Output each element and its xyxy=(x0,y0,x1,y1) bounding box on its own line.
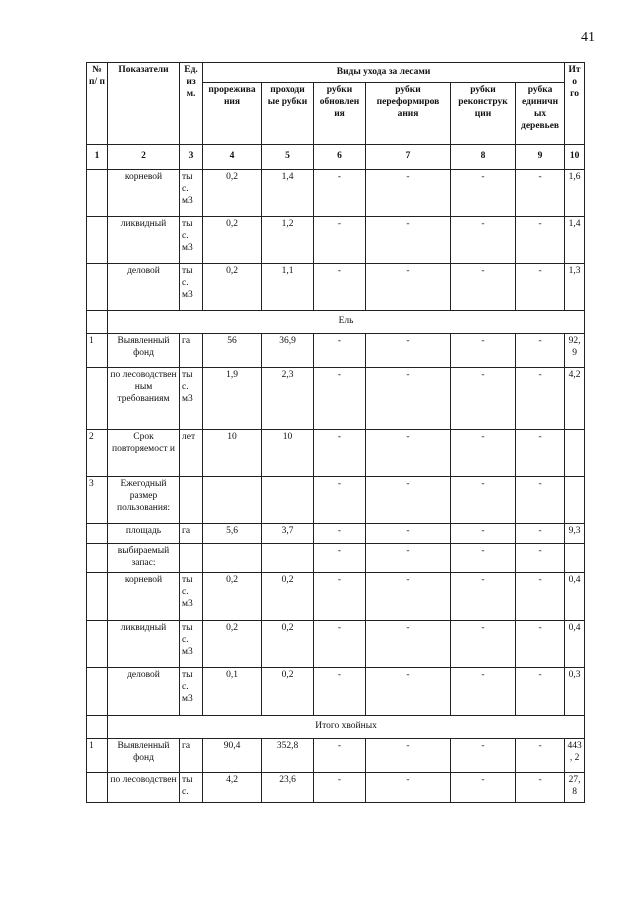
table-cell: 1,6 xyxy=(565,170,585,217)
table-cell: - xyxy=(314,368,366,430)
table-cell xyxy=(565,477,585,524)
table-cell: 0,2 xyxy=(203,264,262,311)
table-cell: - xyxy=(451,334,516,368)
table-cell: - xyxy=(516,738,565,772)
table-cell: лет xyxy=(180,430,203,477)
header-indicator: Показатели xyxy=(108,63,180,145)
subheader-cell: рубка единичн ых деревьев xyxy=(516,83,565,145)
page-number: 41 xyxy=(581,30,595,45)
table-row xyxy=(87,264,585,311)
table-cell: по лесоводствен xyxy=(108,772,180,802)
header-unit: Ед. из м. xyxy=(180,63,203,145)
table-row xyxy=(87,544,585,573)
table-cell xyxy=(87,572,108,620)
table-cell: - xyxy=(366,217,451,264)
table-cell: 3,7 xyxy=(262,524,314,544)
table-cell: - xyxy=(314,217,366,264)
table-cell: 0,2 xyxy=(262,667,314,715)
table-cell: - xyxy=(516,572,565,620)
table-cell: - xyxy=(314,524,366,544)
table-cell: - xyxy=(366,170,451,217)
table-cell: 56 xyxy=(203,334,262,368)
header-total: Ито го xyxy=(565,63,585,145)
table-cell: - xyxy=(314,334,366,368)
table-cell: - xyxy=(516,524,565,544)
table-cell: - xyxy=(516,170,565,217)
table-cell: 23,6 xyxy=(262,772,314,802)
table-cell: по лесоводствен ным требованиям xyxy=(108,368,180,430)
table-body xyxy=(87,170,585,803)
table-cell: 5,6 xyxy=(203,524,262,544)
column-number: 8 xyxy=(451,145,516,170)
table-cell xyxy=(203,544,262,573)
table-cell: - xyxy=(366,334,451,368)
table-cell: - xyxy=(451,430,516,477)
table-row xyxy=(87,477,585,524)
header-row xyxy=(87,63,585,83)
table-cell: 443, 2 xyxy=(565,738,585,772)
table-cell xyxy=(87,544,108,573)
table-cell: - xyxy=(451,524,516,544)
subheader-cell: рубки обновлен ия xyxy=(314,83,366,145)
table-cell xyxy=(180,544,203,573)
table-cell xyxy=(565,430,585,477)
table-cell: ты с. м3 xyxy=(180,264,203,311)
subheader-cell: рубки реконструк ции xyxy=(451,83,516,145)
table-row xyxy=(87,170,585,217)
table-cell: - xyxy=(366,620,451,667)
table-cell: 1,4 xyxy=(262,170,314,217)
table-cell: - xyxy=(451,368,516,430)
table-cell xyxy=(87,368,108,430)
table-cell: - xyxy=(314,667,366,715)
table-cell: 0,2 xyxy=(203,217,262,264)
table-cell: - xyxy=(516,667,565,715)
forest-care-table xyxy=(86,62,585,803)
table-cell: - xyxy=(516,544,565,573)
table-cell: ты с. м3 xyxy=(180,572,203,620)
table-cell: - xyxy=(314,572,366,620)
table-cell: - xyxy=(366,524,451,544)
table-cell: 92,9 xyxy=(565,334,585,368)
table-cell xyxy=(87,217,108,264)
column-number: 10 xyxy=(565,145,585,170)
table-cell: 1,3 xyxy=(565,264,585,311)
column-number-row xyxy=(87,145,585,170)
table-cell: 3 xyxy=(87,477,108,524)
section-row xyxy=(87,715,585,738)
table-cell: ты с. м3 xyxy=(180,620,203,667)
table-cell: - xyxy=(451,620,516,667)
column-number: 3 xyxy=(180,145,203,170)
column-number: 7 xyxy=(366,145,451,170)
table-cell: - xyxy=(314,477,366,524)
table-cell: ликвидный xyxy=(108,217,180,264)
table-cell: 10 xyxy=(203,430,262,477)
table-row xyxy=(87,772,585,802)
table-cell: 1 xyxy=(87,334,108,368)
table-row xyxy=(87,620,585,667)
table-cell: - xyxy=(516,620,565,667)
table-cell: - xyxy=(366,477,451,524)
column-number: 6 xyxy=(314,145,366,170)
table-cell: - xyxy=(516,264,565,311)
table-cell: 0,3 xyxy=(565,667,585,715)
table-cell: - xyxy=(314,620,366,667)
table-cell xyxy=(565,544,585,573)
column-number: 5 xyxy=(262,145,314,170)
table-cell: - xyxy=(314,738,366,772)
table-cell: ты с. xyxy=(180,772,203,802)
table-cell: 1,1 xyxy=(262,264,314,311)
table-cell xyxy=(87,311,108,334)
subheader-cell: прорежива ния xyxy=(203,83,262,145)
table-cell: 1,2 xyxy=(262,217,314,264)
table-cell: - xyxy=(516,217,565,264)
table-cell xyxy=(87,264,108,311)
table-cell: ты с. м3 xyxy=(180,368,203,430)
table-cell xyxy=(87,620,108,667)
table-cell: - xyxy=(451,544,516,573)
table-cell: корневой xyxy=(108,170,180,217)
table-cell: - xyxy=(451,477,516,524)
table-cell: 9,3 xyxy=(565,524,585,544)
table-cell: - xyxy=(451,264,516,311)
table-cell: ликвидный xyxy=(108,620,180,667)
table-cell: 1,4 xyxy=(565,217,585,264)
table-cell: - xyxy=(451,217,516,264)
table-cell: 10 xyxy=(262,430,314,477)
table-cell: - xyxy=(366,264,451,311)
column-number: 4 xyxy=(203,145,262,170)
table-cell: га xyxy=(180,334,203,368)
table-cell: площадь xyxy=(108,524,180,544)
table-cell: га xyxy=(180,524,203,544)
section-title: Ель xyxy=(108,311,585,334)
section-row xyxy=(87,311,585,334)
column-number: 9 xyxy=(516,145,565,170)
table-row xyxy=(87,572,585,620)
table-row xyxy=(87,430,585,477)
table-cell: 1,9 xyxy=(203,368,262,430)
table-cell: 0,2 xyxy=(203,572,262,620)
table-cell: 0,4 xyxy=(565,572,585,620)
table-cell: деловой xyxy=(108,667,180,715)
table-cell: 4,2 xyxy=(203,772,262,802)
table-cell: - xyxy=(314,170,366,217)
table-cell xyxy=(87,524,108,544)
subheader-cell: рубки переформиров ания xyxy=(366,83,451,145)
table-cell: 0,2 xyxy=(262,620,314,667)
table-cell: корневой xyxy=(108,572,180,620)
column-number: 1 xyxy=(87,145,108,170)
table-row xyxy=(87,738,585,772)
table-cell: Выявленный фонд xyxy=(108,738,180,772)
table-cell: - xyxy=(366,667,451,715)
table-cell: - xyxy=(366,738,451,772)
table-cell: 1 xyxy=(87,738,108,772)
header-no: № п/ п xyxy=(87,63,108,145)
table-cell: - xyxy=(451,772,516,802)
table-cell: - xyxy=(366,544,451,573)
table-cell xyxy=(203,477,262,524)
table-row xyxy=(87,368,585,430)
table-cell xyxy=(87,170,108,217)
table-cell: 0,2 xyxy=(262,572,314,620)
table-cell: деловой xyxy=(108,264,180,311)
table-cell xyxy=(87,715,108,738)
table-cell xyxy=(262,477,314,524)
table-cell: - xyxy=(314,430,366,477)
table-cell: - xyxy=(314,772,366,802)
table-cell: выбираемый запас: xyxy=(108,544,180,573)
column-number: 2 xyxy=(108,145,180,170)
table-cell: 27,8 xyxy=(565,772,585,802)
header-group: Виды ухода за лесами xyxy=(203,63,565,83)
table-cell: - xyxy=(366,430,451,477)
table-cell: Выявленный фонд xyxy=(108,334,180,368)
table-cell: 90,4 xyxy=(203,738,262,772)
table-cell: - xyxy=(516,334,565,368)
table-cell xyxy=(87,667,108,715)
table-cell: ты с. м3 xyxy=(180,217,203,264)
table-cell: - xyxy=(516,772,565,802)
table-cell: ты с. м3 xyxy=(180,170,203,217)
table-cell: 352,8 xyxy=(262,738,314,772)
table-row xyxy=(87,524,585,544)
table-cell: - xyxy=(516,477,565,524)
table-row xyxy=(87,667,585,715)
table-cell: Ежегодный размер пользования: xyxy=(108,477,180,524)
table-cell: 0,4 xyxy=(565,620,585,667)
table-cell: - xyxy=(451,572,516,620)
table-cell: 0,2 xyxy=(203,620,262,667)
subheader-cell: проходи ые рубки xyxy=(262,83,314,145)
table-cell: - xyxy=(314,264,366,311)
table-cell: - xyxy=(516,368,565,430)
table-row xyxy=(87,217,585,264)
table-cell: 0,2 xyxy=(203,170,262,217)
table-cell: - xyxy=(451,738,516,772)
table-cell: - xyxy=(451,170,516,217)
table-cell: - xyxy=(516,430,565,477)
table-cell: 0,1 xyxy=(203,667,262,715)
table-cell: 2 xyxy=(87,430,108,477)
table-cell: - xyxy=(366,572,451,620)
table-row xyxy=(87,334,585,368)
table-cell: ты с. м3 xyxy=(180,667,203,715)
table-cell: - xyxy=(451,667,516,715)
table-cell: - xyxy=(314,544,366,573)
table-cell xyxy=(180,477,203,524)
table-cell xyxy=(87,772,108,802)
table-cell xyxy=(262,544,314,573)
table-cell: Срок повторяемост и xyxy=(108,430,180,477)
table-cell: 2,3 xyxy=(262,368,314,430)
section-title: Итого хвойных xyxy=(108,715,585,738)
table-cell: - xyxy=(366,772,451,802)
table-cell: 4,2 xyxy=(565,368,585,430)
table-cell: 36,9 xyxy=(262,334,314,368)
table-cell: га xyxy=(180,738,203,772)
table-cell: - xyxy=(366,368,451,430)
